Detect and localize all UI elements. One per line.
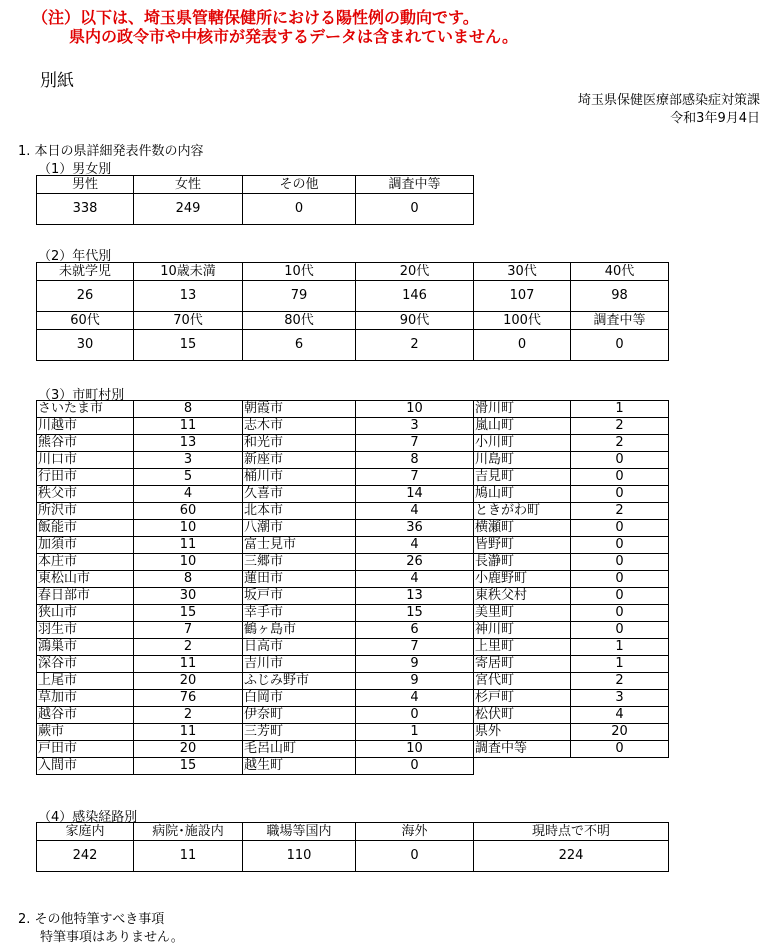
age-value: 13	[134, 281, 243, 312]
annex-label: 別紙	[40, 71, 74, 91]
age-header: 10歳未満	[134, 263, 243, 281]
municipality-name: 神川町	[474, 622, 571, 639]
municipality-name: 川口市	[37, 452, 134, 469]
age-value: 26	[37, 281, 134, 312]
table-row	[37, 469, 669, 486]
notice	[32, 8, 518, 46]
municipality-count: 4	[356, 690, 474, 707]
municipality-count: 1	[571, 639, 669, 656]
municipality-count: 60	[134, 503, 243, 520]
municipality-count: 5	[134, 469, 243, 486]
municipality-name: 北本市	[243, 503, 356, 520]
municipality-count: 8	[134, 571, 243, 588]
age-header: 80代	[243, 312, 356, 330]
table-row	[37, 503, 669, 520]
municipality-name: 日高市	[243, 639, 356, 656]
municipality-count: 4	[571, 707, 669, 724]
municipality-count: 11	[134, 537, 243, 554]
table-row	[37, 554, 669, 571]
municipality-count: 20	[571, 724, 669, 741]
municipality-count: 14	[356, 486, 474, 503]
municipality-empty-cell	[474, 758, 571, 775]
municipality-count: 7	[356, 435, 474, 452]
age-header: 90代	[356, 312, 474, 330]
municipality-count: 2	[571, 418, 669, 435]
municipality-name: 吉見町	[474, 469, 571, 486]
municipality-count: 4	[356, 503, 474, 520]
notice-line-2: 県内の政令市や中核市が発表するデータは含まれていません。	[69, 27, 518, 46]
table-row	[37, 401, 669, 418]
age-header: 60代	[37, 312, 134, 330]
municipality-count: 7	[356, 639, 474, 656]
municipality-count: 1	[571, 401, 669, 418]
age-value: 107	[474, 281, 571, 312]
municipality-count: 2	[571, 435, 669, 452]
municipality-count: 3	[134, 452, 243, 469]
route-header: 病院･施設内	[134, 823, 243, 841]
municipality-title: （3）市町村別	[38, 388, 125, 403]
municipality-count: 10	[356, 401, 474, 418]
municipality-name: 和光市	[243, 435, 356, 452]
age-header: 100代	[474, 312, 571, 330]
age-header: 30代	[474, 263, 571, 281]
municipality-name: 三芳町	[243, 724, 356, 741]
issue-date: 令和3年9月4日	[670, 111, 760, 126]
municipality-name: 調査中等	[474, 741, 571, 758]
municipality-name: 毛呂山町	[243, 741, 356, 758]
municipality-name: 宮代町	[474, 673, 571, 690]
municipality-table	[36, 400, 669, 775]
municipality-count: 11	[134, 656, 243, 673]
municipality-name: 長瀞町	[474, 554, 571, 571]
age-value: 79	[243, 281, 356, 312]
municipality-name: 鶴ヶ島市	[243, 622, 356, 639]
route-table	[36, 822, 669, 872]
municipality-count: 2	[571, 673, 669, 690]
municipality-name: 飯能市	[37, 520, 134, 537]
age-header: 40代	[571, 263, 669, 281]
route-value: 0	[356, 841, 474, 872]
route-value: 110	[243, 841, 356, 872]
table-row	[37, 571, 669, 588]
table-row	[37, 707, 669, 724]
table-row	[37, 673, 669, 690]
age-header: 未就学児	[37, 263, 134, 281]
municipality-count: 0	[571, 520, 669, 537]
gender-title: （1）男女別	[38, 162, 112, 177]
notice-line-1: （注）以下は、埼玉県管轄保健所における陽性例の動向です。	[32, 8, 479, 27]
municipality-count: 13	[134, 435, 243, 452]
municipality-name: 上里町	[474, 639, 571, 656]
table-row	[37, 486, 669, 503]
section-1-title: 1. 本日の県詳細発表件数の内容	[18, 144, 204, 159]
organization-name: 埼玉県保健医療部感染症対策課	[577, 93, 760, 108]
municipality-count: 36	[356, 520, 474, 537]
gender-header: 男性	[37, 176, 134, 194]
gender-value: 249	[134, 194, 243, 225]
municipality-count: 0	[571, 486, 669, 503]
municipality-name: 鳩山町	[474, 486, 571, 503]
table-row	[37, 452, 669, 469]
table-row	[37, 605, 669, 622]
table-row	[37, 758, 669, 775]
table-row	[37, 435, 669, 452]
municipality-name: 吉川市	[243, 656, 356, 673]
age-value: 2	[356, 330, 474, 361]
municipality-count: 4	[356, 537, 474, 554]
age-value: 146	[356, 281, 474, 312]
municipality-name: 幸手市	[243, 605, 356, 622]
municipality-count: 9	[356, 656, 474, 673]
municipality-count: 11	[134, 418, 243, 435]
municipality-name: 所沢市	[37, 503, 134, 520]
municipality-name: 行田市	[37, 469, 134, 486]
age-value: 0	[474, 330, 571, 361]
municipality-count: 13	[356, 588, 474, 605]
age-header: 20代	[356, 263, 474, 281]
municipality-name: 三郷市	[243, 554, 356, 571]
municipality-count: 30	[134, 588, 243, 605]
municipality-count: 26	[356, 554, 474, 571]
municipality-name: 本庄市	[37, 554, 134, 571]
municipality-count: 7	[356, 469, 474, 486]
municipality-name: 加須市	[37, 537, 134, 554]
route-header: 家庭内	[37, 823, 134, 841]
municipality-name: 久喜市	[243, 486, 356, 503]
gender-value: 0	[356, 194, 474, 225]
municipality-count: 0	[356, 707, 474, 724]
route-header: 職場等国内	[243, 823, 356, 841]
municipality-name: 越生町	[243, 758, 356, 775]
route-title: （4）感染経路別	[38, 810, 138, 825]
municipality-name: 皆野町	[474, 537, 571, 554]
municipality-empty-cell	[571, 758, 669, 775]
municipality-count: 0	[571, 622, 669, 639]
table-row	[37, 418, 669, 435]
municipality-name: 県外	[474, 724, 571, 741]
municipality-count: 10	[134, 520, 243, 537]
municipality-name: 横瀬町	[474, 520, 571, 537]
route-value: 224	[474, 841, 669, 872]
municipality-name: 入間市	[37, 758, 134, 775]
municipality-name: 川島町	[474, 452, 571, 469]
municipality-name: 戸田市	[37, 741, 134, 758]
municipality-count: 9	[356, 673, 474, 690]
municipality-name: 伊奈町	[243, 707, 356, 724]
municipality-count: 15	[356, 605, 474, 622]
municipality-name: ふじみ野市	[243, 673, 356, 690]
municipality-name: 蕨市	[37, 724, 134, 741]
municipality-count: 7	[134, 622, 243, 639]
route-value: 242	[37, 841, 134, 872]
municipality-name: ときがわ町	[474, 503, 571, 520]
municipality-count: 8	[134, 401, 243, 418]
municipality-count: 1	[571, 656, 669, 673]
municipality-count: 8	[356, 452, 474, 469]
municipality-name: 新座市	[243, 452, 356, 469]
municipality-count: 3	[356, 418, 474, 435]
municipality-count: 0	[571, 588, 669, 605]
age-value: 30	[37, 330, 134, 361]
municipality-name: 越谷市	[37, 707, 134, 724]
gender-value: 338	[37, 194, 134, 225]
table-row	[37, 724, 669, 741]
table-row	[37, 741, 669, 758]
municipality-count: 0	[571, 452, 669, 469]
municipality-count: 10	[356, 741, 474, 758]
municipality-count: 76	[134, 690, 243, 707]
municipality-name: 小鹿野町	[474, 571, 571, 588]
municipality-name: 深谷市	[37, 656, 134, 673]
table-row	[37, 520, 669, 537]
municipality-name: 美里町	[474, 605, 571, 622]
municipality-name: 川越市	[37, 418, 134, 435]
route-value: 11	[134, 841, 243, 872]
municipality-name: 小川町	[474, 435, 571, 452]
municipality-name: 熊谷市	[37, 435, 134, 452]
municipality-name: 杉戸町	[474, 690, 571, 707]
municipality-count: 3	[571, 690, 669, 707]
municipality-name: 志木市	[243, 418, 356, 435]
section-2-title: 2. その他特筆すべき事項	[18, 912, 165, 927]
table-row	[37, 656, 669, 673]
municipality-name: 富士見市	[243, 537, 356, 554]
municipality-count: 20	[134, 673, 243, 690]
municipality-name: 東松山市	[37, 571, 134, 588]
municipality-count: 2	[134, 639, 243, 656]
municipality-name: 狭山市	[37, 605, 134, 622]
age-header: 70代	[134, 312, 243, 330]
age-header: 調査中等	[571, 312, 669, 330]
gender-value: 0	[243, 194, 356, 225]
gender-header: 女性	[134, 176, 243, 194]
municipality-name: 東秩父村	[474, 588, 571, 605]
age-header: 10代	[243, 263, 356, 281]
municipality-count: 0	[356, 758, 474, 775]
table-row	[37, 622, 669, 639]
municipality-count: 1	[356, 724, 474, 741]
section-2-body: 特筆事項はありません。	[40, 930, 184, 945]
municipality-count: 6	[356, 622, 474, 639]
municipality-name: 坂戸市	[243, 588, 356, 605]
gender-header: その他	[243, 176, 356, 194]
municipality-name: 朝霞市	[243, 401, 356, 418]
municipality-name: 嵐山町	[474, 418, 571, 435]
municipality-name: 松伏町	[474, 707, 571, 724]
municipality-name: 鴻巣市	[37, 639, 134, 656]
municipality-name: 上尾市	[37, 673, 134, 690]
municipality-count: 0	[571, 537, 669, 554]
municipality-count: 0	[571, 605, 669, 622]
municipality-count: 0	[571, 741, 669, 758]
municipality-name: 蓮田市	[243, 571, 356, 588]
age-title: （2）年代別	[38, 249, 112, 264]
municipality-count: 20	[134, 741, 243, 758]
municipality-count: 0	[571, 571, 669, 588]
municipality-count: 4	[356, 571, 474, 588]
table-row	[37, 690, 669, 707]
age-value: 98	[571, 281, 669, 312]
gender-table	[36, 175, 474, 225]
municipality-count: 2	[134, 707, 243, 724]
municipality-name: 秩父市	[37, 486, 134, 503]
municipality-count: 11	[134, 724, 243, 741]
municipality-name: さいたま市	[37, 401, 134, 418]
municipality-count: 15	[134, 605, 243, 622]
municipality-name: 春日部市	[37, 588, 134, 605]
municipality-count: 2	[571, 503, 669, 520]
table-row	[37, 537, 669, 554]
municipality-name: 草加市	[37, 690, 134, 707]
route-header: 海外	[356, 823, 474, 841]
issuer-block	[578, 92, 760, 128]
municipality-count: 10	[134, 554, 243, 571]
municipality-name: 寄居町	[474, 656, 571, 673]
municipality-name: 白岡市	[243, 690, 356, 707]
table-row	[37, 639, 669, 656]
municipality-name: 桶川市	[243, 469, 356, 486]
age-value: 15	[134, 330, 243, 361]
age-value: 6	[243, 330, 356, 361]
municipality-name: 八潮市	[243, 520, 356, 537]
municipality-name: 滑川町	[474, 401, 571, 418]
municipality-count: 15	[134, 758, 243, 775]
table-row	[37, 588, 669, 605]
municipality-count: 0	[571, 469, 669, 486]
municipality-name: 羽生市	[37, 622, 134, 639]
municipality-count: 0	[571, 554, 669, 571]
route-header: 現時点で不明	[474, 823, 669, 841]
gender-header: 調査中等	[356, 176, 474, 194]
age-value: 0	[571, 330, 669, 361]
municipality-count: 4	[134, 486, 243, 503]
age-table	[36, 262, 669, 361]
